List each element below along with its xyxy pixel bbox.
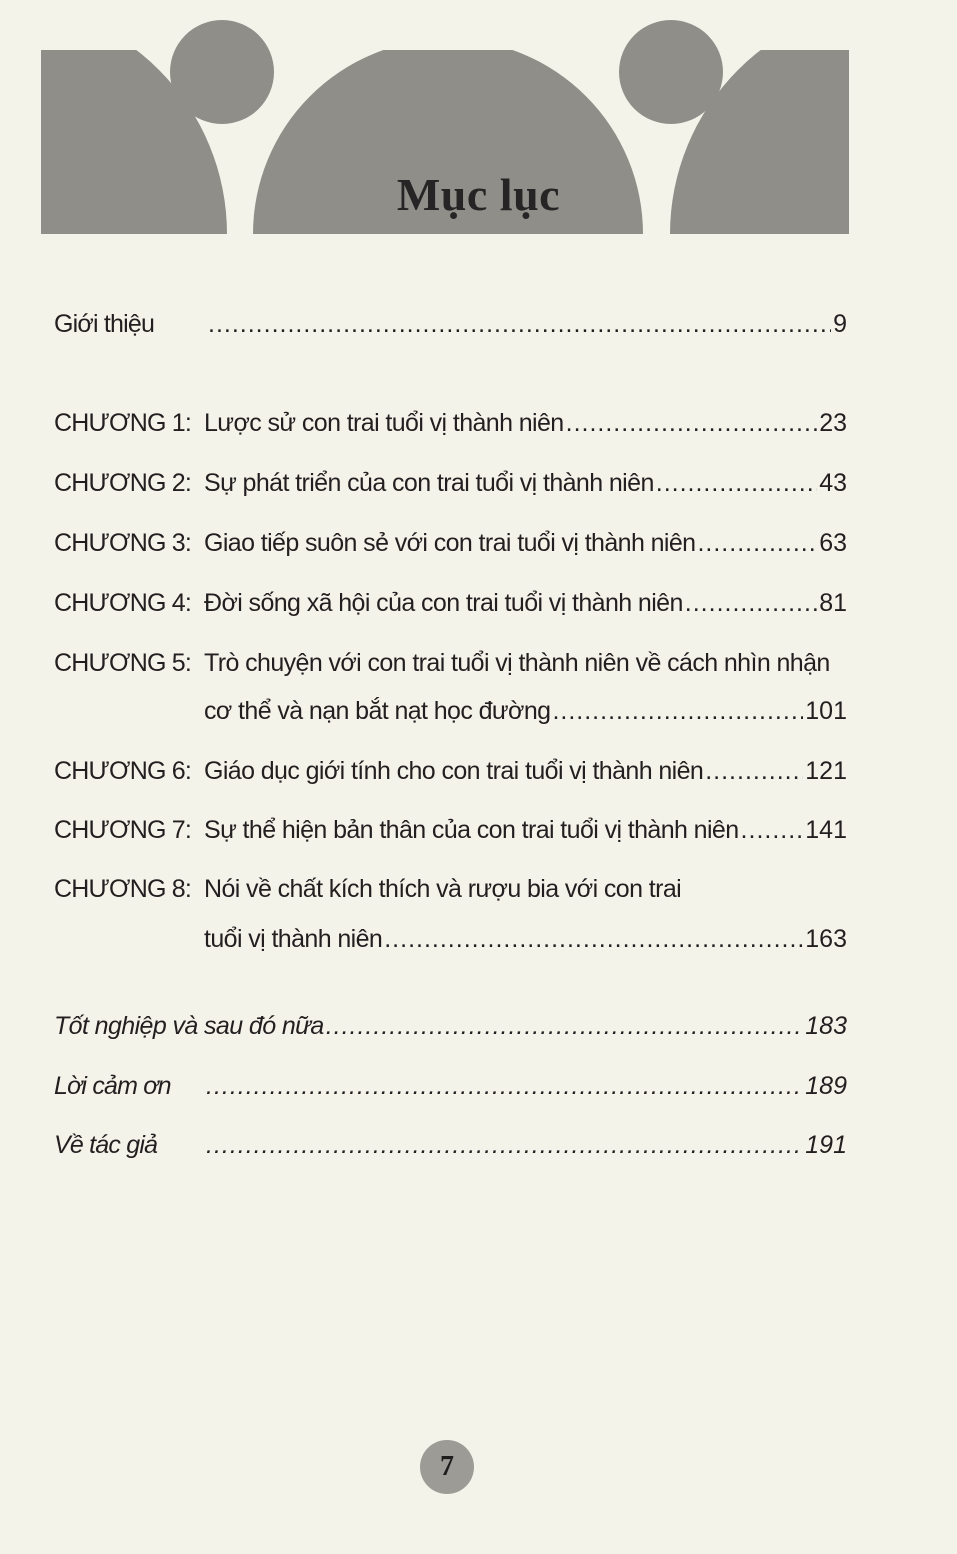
banner-circle-right xyxy=(619,20,723,124)
back-matter-page: 183 xyxy=(805,1012,847,1040)
leader-dots xyxy=(705,756,803,786)
leader-dots xyxy=(741,815,804,845)
chapter-page: 23 xyxy=(819,409,847,437)
chapter-title: Giao tiếp suôn sẻ với con trai tuổi vị thành niên xyxy=(204,529,696,557)
page-title: Mục lục xyxy=(396,169,561,220)
back-matter-title: Lời cảm ơn xyxy=(54,1072,171,1100)
leader-dots xyxy=(384,924,803,954)
chapter-title: Đời sống xã hội của con trai tuổi vị thành niên xyxy=(204,589,683,617)
leader-dots xyxy=(208,309,831,339)
chapter-title-line-2: cơ thể và nạn bắt nạt học đường xyxy=(204,697,551,725)
chapter-title: Lược sử con trai tuổi vị thành niên xyxy=(204,409,564,437)
chapter-page: 121 xyxy=(805,757,847,785)
back-matter-page: 191 xyxy=(805,1131,847,1159)
chapter-label: CHƯƠNG 6: xyxy=(54,757,191,785)
leader-dots xyxy=(326,1011,804,1041)
chapter-label: CHƯƠNG 8: xyxy=(54,875,191,903)
back-matter-title: Tốt nghiệp và sau đó nữa xyxy=(54,1012,324,1040)
page-number-badge xyxy=(420,1440,474,1494)
toc-back-matter-1[interactable] xyxy=(54,1011,847,1041)
toc-chapter-5[interactable] xyxy=(54,648,847,726)
chapter-title: Sự thể hiện bản thân của con trai tuổi vị thành niên xyxy=(204,816,739,844)
toc-chapter-8[interactable] xyxy=(54,874,847,954)
leader-dots xyxy=(566,408,818,438)
back-matter-title: Về tác giả xyxy=(54,1131,158,1159)
toc-chapter-6[interactable] xyxy=(54,756,847,786)
chapter-page: 63 xyxy=(819,529,847,557)
toc-back-matter-3[interactable] xyxy=(54,1130,847,1160)
toc-intro-page: 9 xyxy=(833,310,847,338)
chapter-title-line-1: Trò chuyện với con trai tuổi vị thành niên về cách nhìn nhận xyxy=(204,649,830,677)
page-number: 7 xyxy=(440,1451,454,1482)
leader-dots xyxy=(685,588,817,618)
back-matter-page: 189 xyxy=(805,1072,847,1100)
chapter-page: 163 xyxy=(805,925,847,953)
chapter-label: CHƯƠNG 7: xyxy=(54,816,191,844)
toc-chapter-3[interactable] xyxy=(54,528,847,558)
chapter-label: CHƯƠNG 4: xyxy=(54,589,191,617)
chapter-title: Sự phát triển của con trai tuổi vị thành niên xyxy=(204,469,654,497)
chapter-title: Giáo dục giới tính cho con trai tuổi vị thành niên xyxy=(204,757,704,785)
chapter-page: 101 xyxy=(805,697,847,725)
toc-chapter-2[interactable] xyxy=(54,468,847,498)
leader-dots xyxy=(206,1130,803,1160)
chapter-title-line-1: Nói về chất kích thích và rượu bia với con trai xyxy=(204,875,682,903)
chapter-title-line-2: tuổi vị thành niên xyxy=(204,925,383,953)
chapter-label: CHƯƠNG 3: xyxy=(54,529,191,557)
leader-dots xyxy=(697,528,817,558)
leader-dots xyxy=(552,696,803,726)
toc-intro[interactable] xyxy=(54,309,847,339)
header-banner xyxy=(0,0,957,240)
toc-chapter-7[interactable] xyxy=(54,815,847,845)
chapter-label: CHƯƠNG 5: xyxy=(54,649,191,677)
banner-circle-left xyxy=(170,20,274,124)
leader-dots xyxy=(206,1071,803,1101)
leader-dots xyxy=(656,468,817,498)
chapter-label: CHƯƠNG 1: xyxy=(54,409,191,437)
chapter-page: 43 xyxy=(819,469,847,497)
chapter-page: 81 xyxy=(819,589,847,617)
toc-chapter-1[interactable] xyxy=(54,408,847,438)
chapter-page: 141 xyxy=(805,816,847,844)
toc-intro-text: Giới thiệu xyxy=(54,310,155,338)
toc-chapter-4[interactable] xyxy=(54,588,847,618)
chapter-label: CHƯƠNG 2: xyxy=(54,469,191,497)
toc-back-matter-2[interactable] xyxy=(54,1071,847,1101)
